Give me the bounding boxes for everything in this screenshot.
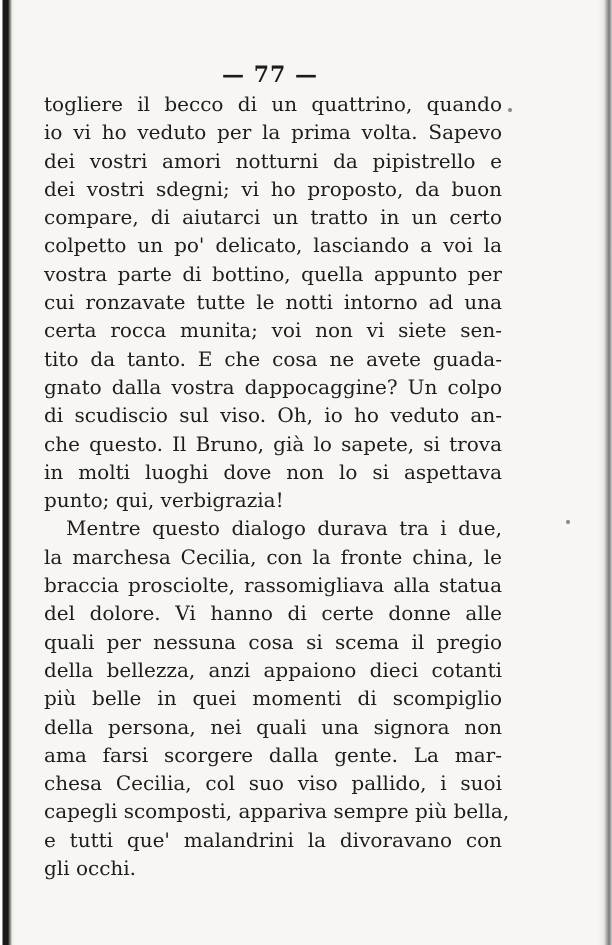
text-line: e tutti que' malandrini la divoravano con [44, 827, 502, 852]
text-line: della bellezza, anzi appaiono dieci cotanti [44, 657, 502, 682]
text-line: io vi ho veduto per la prima volta. Sapevo [44, 120, 502, 145]
body-text [44, 90, 510, 882]
text-line: che questo. Il Bruno, già lo sapete, si trova [44, 431, 502, 456]
paragraph-end-line: punto; qui, verbigrazia! [44, 488, 284, 513]
text-line: compare, di aiutarci un tratto in un certo [44, 205, 502, 230]
text-line: vostra parte di bottino, quella appunto per [44, 261, 502, 286]
text-line: cui ronzavate tutte le notti intorno ad una [44, 290, 502, 315]
text-line: colpetto un po' delicato, lasciando a voi la [44, 233, 502, 258]
page-left-edge [0, 0, 14, 945]
paragraph-start-line: Mentre questo dialogo durava tra i due, [66, 516, 502, 541]
text-line: del dolore. Vi hanno di certe donne alle [44, 601, 502, 626]
text-line: togliere il becco di un quattrino, quando [44, 92, 502, 116]
text-line: la marchesa Cecilia, con la fronte china, le [44, 544, 502, 569]
text-line: di scudiscio sul viso. Oh, io ho veduto an- [44, 403, 502, 428]
text-line: braccia prosciolte, rassomigliava alla statua [44, 573, 502, 598]
text-line: in molti luoghi dove non lo si aspettava [44, 459, 502, 484]
text-line: dei vostri sdegni; vi ho proposto, da buon [44, 176, 502, 201]
ink-speck [508, 108, 512, 112]
text-line: quali per nessuna cosa si scema il pregio [44, 629, 502, 654]
paragraph-end-line: gli occhi. [44, 856, 137, 881]
page-right-edge [598, 0, 612, 945]
text-line: tito da tanto. E che cosa ne avete guada- [44, 346, 502, 371]
text-line: chesa Cecilia, col suo viso pallido, i suoi [44, 771, 502, 796]
page-number: — 77 — [222, 62, 318, 88]
text-line: gnato dalla vostra dappocaggine? Un colpo [44, 374, 502, 399]
text-line: certa rocca munita; voi non vi siete sen- [44, 318, 502, 343]
text-line: più belle in quei momenti di scompiglio [44, 686, 502, 711]
text-line: dei vostri amori notturni da pipistrello e [44, 148, 502, 173]
text-line: della persona, nei quali una signora non [44, 714, 502, 739]
text-line: capegli scomposti, appariva sempre più bella, [44, 799, 510, 824]
text-line: ama farsi scorgere dalla gente. La mar- [44, 742, 502, 767]
ink-speck [566, 520, 570, 524]
